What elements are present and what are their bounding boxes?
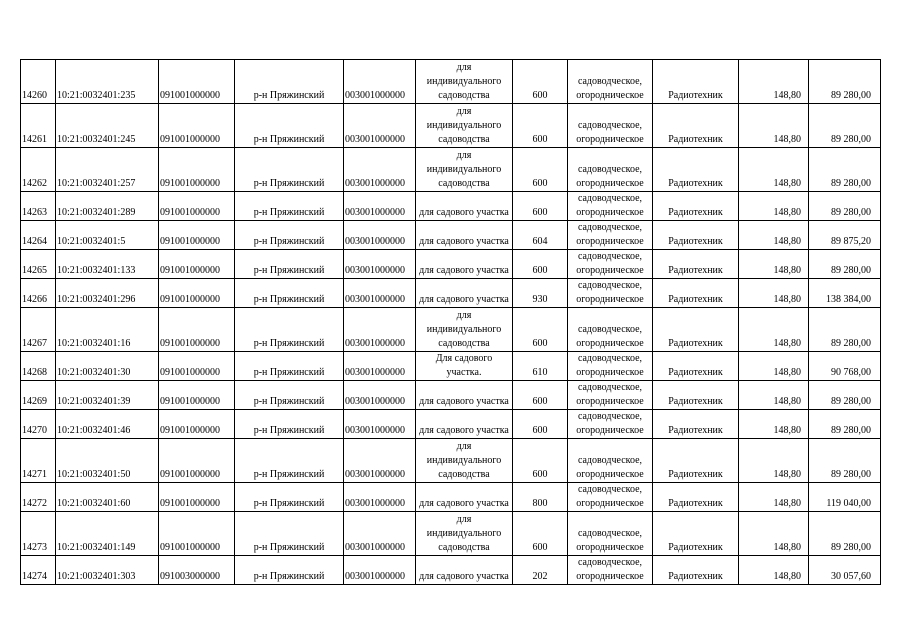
permitted-use-line: индивидуального — [426, 120, 502, 131]
permitted-use-line: индивидуального — [426, 528, 502, 539]
land-category-line: огородническое — [576, 294, 644, 305]
okato-code: 091001000000 — [159, 279, 235, 308]
plot-area: 600 — [513, 308, 568, 352]
district-name: р-н Пряжинский — [235, 439, 344, 483]
land-category — [568, 250, 653, 279]
specific-value: 148,80 — [739, 483, 809, 512]
permitted-use-line: для — [456, 106, 472, 117]
locality-name: Радиотехник — [653, 352, 739, 381]
table-row — [21, 104, 881, 148]
land-category — [568, 352, 653, 381]
oktmo-code: 003001000000 — [344, 439, 416, 483]
row-number: 14269 — [21, 381, 56, 410]
land-category-line: садоводческое, — [577, 411, 643, 422]
row-number: 14270 — [21, 410, 56, 439]
district-name: р-н Пряжинский — [235, 148, 344, 192]
land-category — [568, 148, 653, 192]
plot-area: 600 — [513, 60, 568, 104]
okato-code: 091001000000 — [159, 439, 235, 483]
cadastral-number: 10:21:0032401:296 — [56, 279, 159, 308]
plot-area: 600 — [513, 512, 568, 556]
okato-code: 091001000000 — [159, 410, 235, 439]
permitted-use — [416, 308, 513, 352]
land-category-line: огородническое — [576, 367, 644, 378]
land-category-line: садоводческое, — [577, 484, 643, 495]
okato-code: 091001000000 — [159, 308, 235, 352]
table-row — [21, 556, 881, 585]
district-name: р-н Пряжинский — [235, 60, 344, 104]
table-row — [21, 410, 881, 439]
row-number: 14261 — [21, 104, 56, 148]
locality-name: Радиотехник — [653, 439, 739, 483]
specific-value: 148,80 — [739, 250, 809, 279]
permitted-use — [416, 439, 513, 483]
plot-area: 600 — [513, 250, 568, 279]
locality-name: Радиотехник — [653, 104, 739, 148]
land-category-line: садоводческое, — [577, 324, 643, 335]
land-category-line: садоводческое, — [577, 455, 643, 466]
specific-value: 148,80 — [739, 279, 809, 308]
okato-code: 091001000000 — [159, 483, 235, 512]
row-number: 14274 — [21, 556, 56, 585]
okato-code: 091001000000 — [159, 148, 235, 192]
okato-code: 091001000000 — [159, 192, 235, 221]
permitted-use — [416, 381, 513, 410]
oktmo-code: 003001000000 — [344, 104, 416, 148]
cadastral-number: 10:21:0032401:5 — [56, 221, 159, 250]
cadastral-number: 10:21:0032401:289 — [56, 192, 159, 221]
district-name: р-н Пряжинский — [235, 221, 344, 250]
permitted-use-line: участка. — [446, 367, 482, 378]
cadastral-number: 10:21:0032401:30 — [56, 352, 159, 381]
locality-name: Радиотехник — [653, 483, 739, 512]
cadastral-value: 89 280,00 — [809, 512, 881, 556]
locality-name: Радиотехник — [653, 381, 739, 410]
permitted-use-line: для — [456, 150, 472, 161]
locality-name: Радиотехник — [653, 410, 739, 439]
cadastral-number: 10:21:0032401:235 — [56, 60, 159, 104]
oktmo-code: 003001000000 — [344, 556, 416, 585]
land-category — [568, 308, 653, 352]
okato-code: 091001000000 — [159, 381, 235, 410]
document-sheet — [20, 59, 881, 585]
plot-area: 600 — [513, 381, 568, 410]
specific-value: 148,80 — [739, 556, 809, 585]
row-number: 14272 — [21, 483, 56, 512]
table-row — [21, 279, 881, 308]
cadastral-number: 10:21:0032401:39 — [56, 381, 159, 410]
cadastral-value: 89 280,00 — [809, 308, 881, 352]
plot-area: 610 — [513, 352, 568, 381]
table-row — [21, 250, 881, 279]
row-number: 14260 — [21, 60, 56, 104]
specific-value: 148,80 — [739, 192, 809, 221]
cadastral-table — [20, 59, 881, 585]
row-number: 14271 — [21, 439, 56, 483]
permitted-use — [416, 352, 513, 381]
land-category-line: садоводческое, — [577, 76, 643, 87]
row-number: 14264 — [21, 221, 56, 250]
table-row — [21, 512, 881, 556]
row-number: 14265 — [21, 250, 56, 279]
table-row — [21, 60, 881, 104]
permitted-use — [416, 60, 513, 104]
cadastral-value: 89 875,20 — [809, 221, 881, 250]
land-category — [568, 512, 653, 556]
cadastral-value: 90 768,00 — [809, 352, 881, 381]
permitted-use-line: садоводства — [438, 338, 490, 349]
row-number: 14266 — [21, 279, 56, 308]
permitted-use-line: садоводства — [438, 178, 490, 189]
oktmo-code: 003001000000 — [344, 512, 416, 556]
plot-area: 600 — [513, 192, 568, 221]
okato-code: 091003000000 — [159, 556, 235, 585]
permitted-use — [416, 556, 513, 585]
permitted-use — [416, 104, 513, 148]
cadastral-number: 10:21:0032401:50 — [56, 439, 159, 483]
oktmo-code: 003001000000 — [344, 381, 416, 410]
land-category-line: огородническое — [576, 425, 644, 436]
cadastral-number: 10:21:0032401:16 — [56, 308, 159, 352]
permitted-use-line: индивидуального — [426, 324, 502, 335]
permitted-use-line: для — [456, 441, 472, 452]
land-category-line: садоводческое, — [577, 193, 643, 204]
land-category-line: садоводческое, — [577, 353, 643, 364]
land-category — [568, 381, 653, 410]
cadastral-number: 10:21:0032401:149 — [56, 512, 159, 556]
cadastral-value: 89 280,00 — [809, 250, 881, 279]
permitted-use-line: для садового участка — [419, 396, 509, 407]
land-category-line: огородническое — [576, 498, 644, 509]
cadastral-number: 10:21:0032401:60 — [56, 483, 159, 512]
land-category-line: садоводческое, — [577, 557, 643, 568]
okato-code: 091001000000 — [159, 250, 235, 279]
land-category-line: огородническое — [576, 571, 644, 582]
land-category-line: садоводческое, — [577, 164, 643, 175]
table-row — [21, 148, 881, 192]
plot-area: 600 — [513, 104, 568, 148]
district-name: р-н Пряжинский — [235, 352, 344, 381]
cadastral-value: 119 040,00 — [809, 483, 881, 512]
locality-name: Радиотехник — [653, 60, 739, 104]
specific-value: 148,80 — [739, 512, 809, 556]
specific-value: 148,80 — [739, 381, 809, 410]
land-category — [568, 410, 653, 439]
district-name: р-н Пряжинский — [235, 483, 344, 512]
permitted-use-line: садоводства — [438, 469, 490, 480]
district-name: р-н Пряжинский — [235, 410, 344, 439]
cadastral-number: 10:21:0032401:257 — [56, 148, 159, 192]
permitted-use-line: для садового участка — [419, 265, 509, 276]
permitted-use-line: индивидуального — [426, 164, 502, 175]
row-number: 14263 — [21, 192, 56, 221]
plot-area: 600 — [513, 410, 568, 439]
land-category-line: садоводческое, — [577, 280, 643, 291]
land-category-line: огородническое — [576, 265, 644, 276]
okato-code: 091001000000 — [159, 60, 235, 104]
permitted-use — [416, 483, 513, 512]
oktmo-code: 003001000000 — [344, 279, 416, 308]
district-name: р-н Пряжинский — [235, 381, 344, 410]
permitted-use-line: индивидуального — [426, 455, 502, 466]
plot-area: 604 — [513, 221, 568, 250]
land-category-line: огородническое — [576, 338, 644, 349]
cadastral-value: 89 280,00 — [809, 192, 881, 221]
permitted-use-line: для садового участка — [419, 425, 509, 436]
okato-code: 091001000000 — [159, 104, 235, 148]
permitted-use-line: для садового участка — [419, 207, 509, 218]
permitted-use-line: для — [456, 62, 472, 73]
land-category — [568, 483, 653, 512]
land-category-line: садоводческое, — [577, 382, 643, 393]
land-category-line: огородническое — [576, 207, 644, 218]
district-name: р-н Пряжинский — [235, 279, 344, 308]
oktmo-code: 003001000000 — [344, 221, 416, 250]
okato-code: 091001000000 — [159, 512, 235, 556]
permitted-use-line: для садового участка — [419, 236, 509, 247]
oktmo-code: 003001000000 — [344, 250, 416, 279]
specific-value: 148,80 — [739, 104, 809, 148]
locality-name: Радиотехник — [653, 221, 739, 250]
cadastral-value: 89 280,00 — [809, 410, 881, 439]
land-category — [568, 556, 653, 585]
land-category-line: огородническое — [576, 469, 644, 480]
oktmo-code: 003001000000 — [344, 192, 416, 221]
district-name: р-н Пряжинский — [235, 104, 344, 148]
plot-area: 800 — [513, 483, 568, 512]
cadastral-value: 89 280,00 — [809, 381, 881, 410]
district-name: р-н Пряжинский — [235, 192, 344, 221]
cadastral-value: 89 280,00 — [809, 439, 881, 483]
oktmo-code: 003001000000 — [344, 352, 416, 381]
district-name: р-н Пряжинский — [235, 512, 344, 556]
land-category — [568, 279, 653, 308]
specific-value: 148,80 — [739, 439, 809, 483]
cadastral-number: 10:21:0032401:245 — [56, 104, 159, 148]
land-category — [568, 192, 653, 221]
locality-name: Радиотехник — [653, 279, 739, 308]
land-category — [568, 221, 653, 250]
specific-value: 148,80 — [739, 352, 809, 381]
permitted-use — [416, 279, 513, 308]
land-category — [568, 439, 653, 483]
cadastral-value: 89 280,00 — [809, 148, 881, 192]
locality-name: Радиотехник — [653, 250, 739, 279]
locality-name: Радиотехник — [653, 512, 739, 556]
land-category — [568, 104, 653, 148]
oktmo-code: 003001000000 — [344, 410, 416, 439]
permitted-use-line: садоводства — [438, 134, 490, 145]
district-name: р-н Пряжинский — [235, 250, 344, 279]
okato-code: 091001000000 — [159, 352, 235, 381]
permitted-use-line: садоводства — [438, 542, 490, 553]
land-category-line: садоводческое, — [577, 251, 643, 262]
plot-area: 930 — [513, 279, 568, 308]
table-row — [21, 439, 881, 483]
oktmo-code: 003001000000 — [344, 308, 416, 352]
cadastral-value: 89 280,00 — [809, 104, 881, 148]
permitted-use-line: для садового участка — [419, 571, 509, 582]
cadastral-number: 10:21:0032401:303 — [56, 556, 159, 585]
row-number: 14273 — [21, 512, 56, 556]
permitted-use-line: садоводства — [438, 90, 490, 101]
permitted-use-line: для — [456, 310, 472, 321]
district-name: р-н Пряжинский — [235, 556, 344, 585]
table-row — [21, 381, 881, 410]
plot-area: 600 — [513, 439, 568, 483]
land-category-line: огородническое — [576, 178, 644, 189]
land-category-line: огородническое — [576, 90, 644, 101]
permitted-use-line: для садового участка — [419, 294, 509, 305]
land-category — [568, 60, 653, 104]
oktmo-code: 003001000000 — [344, 60, 416, 104]
oktmo-code: 003001000000 — [344, 483, 416, 512]
land-category-line: садоводческое, — [577, 222, 643, 233]
table-row — [21, 192, 881, 221]
cadastral-value: 138 384,00 — [809, 279, 881, 308]
cadastral-number: 10:21:0032401:133 — [56, 250, 159, 279]
oktmo-code: 003001000000 — [344, 148, 416, 192]
locality-name: Радиотехник — [653, 148, 739, 192]
table-row — [21, 308, 881, 352]
cadastral-number: 10:21:0032401:46 — [56, 410, 159, 439]
specific-value: 148,80 — [739, 221, 809, 250]
locality-name: Радиотехник — [653, 192, 739, 221]
table-row — [21, 221, 881, 250]
permitted-use — [416, 148, 513, 192]
cadastral-value: 30 057,60 — [809, 556, 881, 585]
permitted-use-line: для — [456, 514, 472, 525]
table-row — [21, 352, 881, 381]
land-category-line: огородническое — [576, 396, 644, 407]
okato-code: 091001000000 — [159, 221, 235, 250]
specific-value: 148,80 — [739, 60, 809, 104]
permitted-use-line: индивидуального — [426, 76, 502, 87]
permitted-use — [416, 512, 513, 556]
land-category-line: огородническое — [576, 542, 644, 553]
land-category-line: огородническое — [576, 236, 644, 247]
table-body — [21, 60, 881, 585]
permitted-use — [416, 250, 513, 279]
locality-name: Радиотехник — [653, 308, 739, 352]
specific-value: 148,80 — [739, 410, 809, 439]
permitted-use — [416, 192, 513, 221]
land-category-line: огородническое — [576, 134, 644, 145]
plot-area: 600 — [513, 148, 568, 192]
permitted-use-line: Для садового — [435, 353, 493, 364]
land-category-line: садоводческое, — [577, 528, 643, 539]
plot-area: 202 — [513, 556, 568, 585]
cadastral-value: 89 280,00 — [809, 60, 881, 104]
specific-value: 148,80 — [739, 308, 809, 352]
locality-name: Радиотехник — [653, 556, 739, 585]
permitted-use — [416, 410, 513, 439]
permitted-use — [416, 221, 513, 250]
land-category-line: садоводческое, — [577, 120, 643, 131]
row-number: 14268 — [21, 352, 56, 381]
district-name: р-н Пряжинский — [235, 308, 344, 352]
specific-value: 148,80 — [739, 148, 809, 192]
row-number: 14267 — [21, 308, 56, 352]
permitted-use-line: для садового участка — [419, 498, 509, 509]
row-number: 14262 — [21, 148, 56, 192]
table-row — [21, 483, 881, 512]
